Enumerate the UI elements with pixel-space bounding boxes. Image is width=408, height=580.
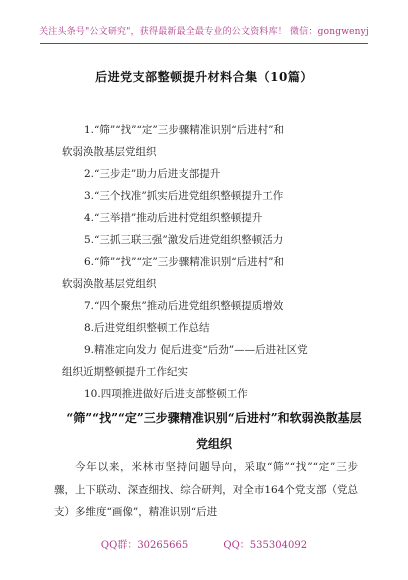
toc-item: 4.“三举措”推动后进村党组织整顿提升 [84,212,263,224]
toc-item [60,119,356,163]
toc-item: 2.“三步走”助力后进支部提升 [84,168,221,180]
section-title: “筛”“找”“定”三步骤精准识别“后进村”和软弱涣散基层党组织 [66,411,362,451]
toc-item: 5.“三抓三联三强”激发后进党组织整顿活力 [84,234,284,246]
toc-item: 7.“四个聚焦”推动后进党组织整顿提质增效 [84,300,284,312]
toc-item-text: 1.“筛”“找”“定”三步骤精准识别“后进村”和 [84,124,284,136]
header-banner: 关注头条号"公文研究"，获得最新最全最专业的公文资料库！ 微信：gongwenyj [39,27,369,37]
document-title: 后进党支部整顿提升材料合集（10篇） [95,70,313,84]
footer-contact [0,536,408,551]
toc-item: 10.四项推进做好后进支部整顿工作 [84,388,248,400]
qq-group-number: QQ群：30265665 [100,540,189,551]
toc-item-text-continued: 软弱涣散基层党组织 [62,278,157,290]
body-paragraph: 今年以来，米林市坚持问题导向，采取“筛”“找”“定”三步骤，上下联动、深查细找、综合研判，对全市164个党支部（党总支）多维度“画像”，精准识别“后进 [54,461,358,518]
toc-item-text: 6.“筛”“找”“定”三步骤精准识别“后进村”和 [84,256,284,268]
table-of-contents [60,119,356,405]
toc-item: 8.后进党组织整顿工作总结 [84,322,210,334]
toc-item-text-continued: 组织近期整顿提升工作纪实 [62,366,188,378]
header-divider [40,43,368,44]
qq-number: QQ：535304092 [223,540,308,551]
toc-item [60,251,356,295]
toc-item: 3.“三个找准”抓实后进党组织整顿提升工作 [84,190,284,202]
toc-item-text-continued: 软弱涣散基层党组织 [62,146,157,158]
toc-item [60,339,356,383]
toc-item-text: 9.精准定向发力 促后进变“后劲”——后进社区党 [84,344,308,356]
